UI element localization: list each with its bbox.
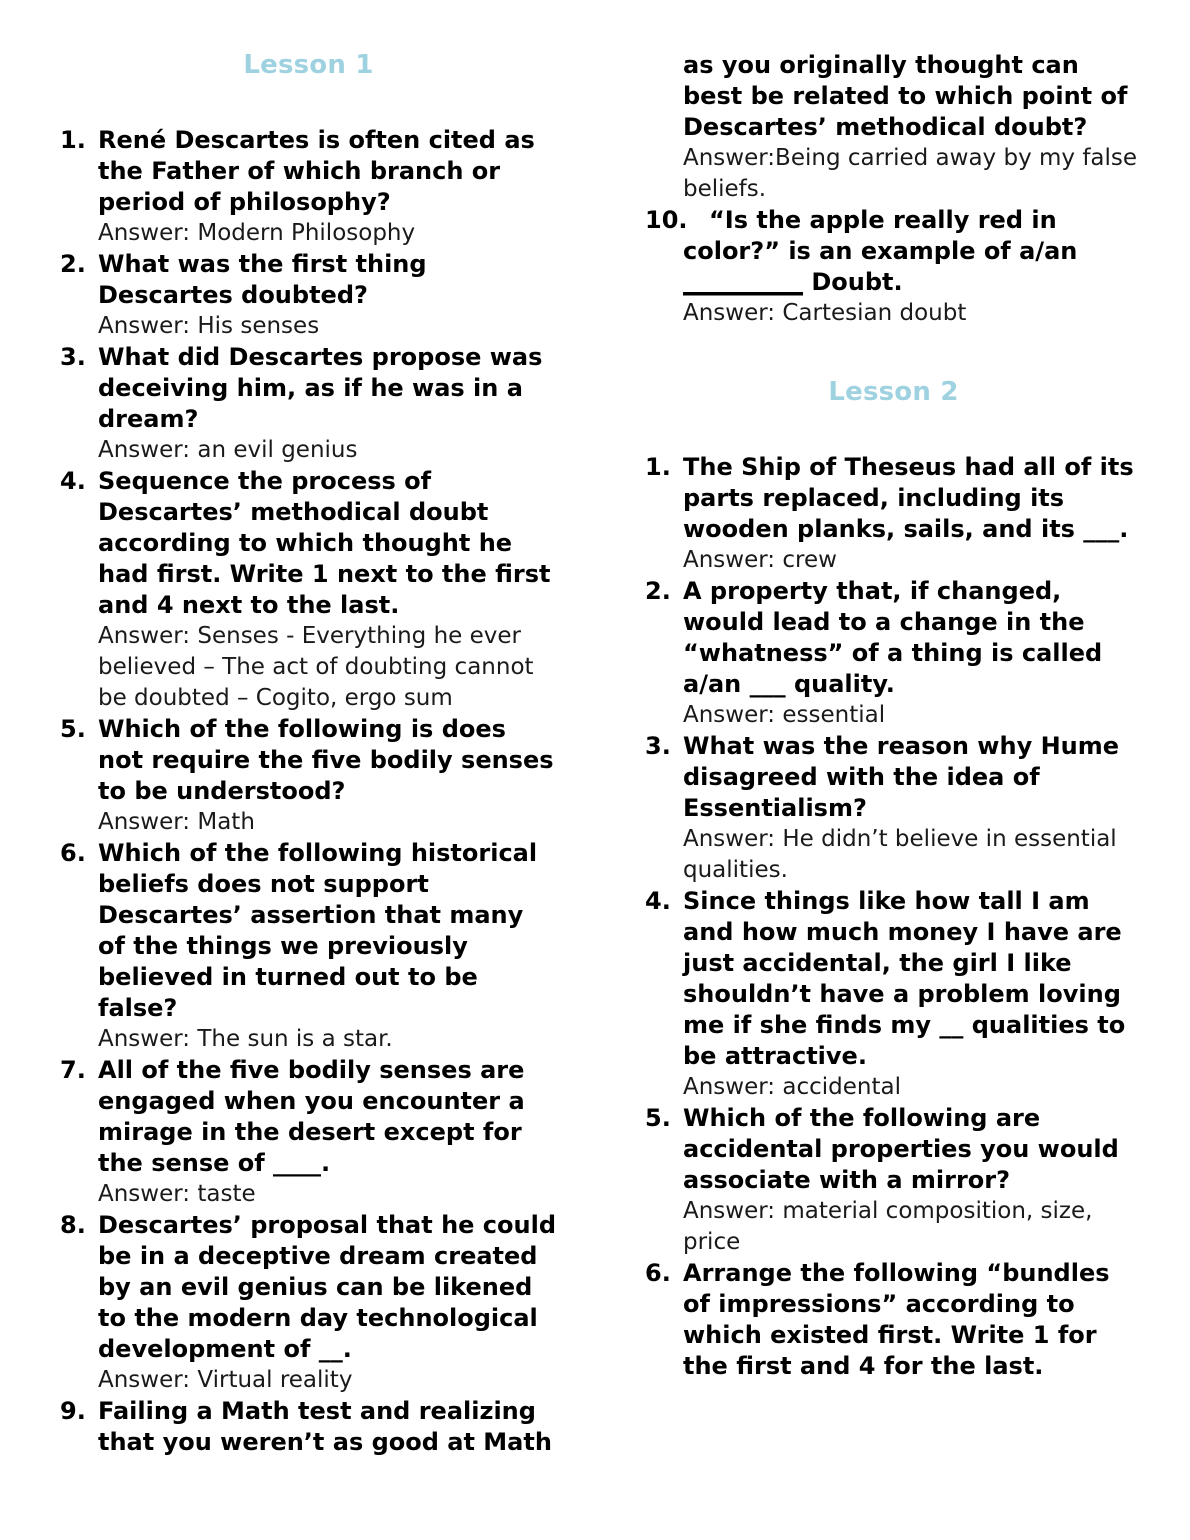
question-text: What was the first thing Descartes doubted? [98,250,427,310]
question-text-prefix: “Is the apple really red in color?” is an example of a/an [683,206,1078,265]
answer-text: Answer: an evil genius [98,437,358,464]
list-item [645,731,1142,886]
left-column [60,50,557,1458]
answer-text: Answer: He didn’t believe in essential qualities. [683,826,1117,884]
list-item [60,125,557,249]
question-body [683,452,1142,576]
list-item [60,714,557,838]
question-number: 4. [60,467,86,496]
question-number: 5. [645,1104,671,1133]
question-body [98,1396,557,1458]
list-item [645,205,1142,329]
question-text: What did Descartes propose was deceiving him, as if he was in a dream? [98,343,543,434]
continued-question-text: as you originally thought can best be related to which point of Descartes’ methodical doubt? [683,51,1128,141]
question-text: The Ship of Theseus had all of its parts replaced, including its wooden planks, sails, and its ___. [683,453,1134,544]
question-text: Failing a Math test and realizing that you weren’t as good at Math [98,1397,552,1457]
question-row [645,1103,1142,1258]
question-text: All of the five bodily senses are engaged when you encounter a mirage in the desert except for the sense of ____. [98,1056,525,1178]
question-row [60,466,557,714]
answer-text: Answer: His senses [98,313,320,340]
question-text: Which of the following historical beliefs does not support Descartes’ assertion that many of the things we previously believed in turned out to be false? [98,839,538,1023]
question-body [683,205,1142,329]
right-column [645,50,1142,1382]
question-body [683,886,1142,1103]
question-row [60,342,557,466]
question-number: 6. [645,1259,671,1288]
question-number: 1. [60,126,86,155]
lesson-1-question-list [60,125,557,1458]
question-row [60,249,557,342]
question-number: 4. [645,887,671,916]
question-text: Which of the following are accidental properties you would associate with a mirror? [683,1104,1119,1195]
question-number: 9. [60,1397,86,1426]
question-text: René Descartes is often cited as the Father of which branch or period of philosophy? [98,126,535,217]
question-row [645,452,1142,576]
answer-text: Answer: accidental [683,1074,901,1101]
question-text: What was the reason why Hume disagreed with the idea of Essentialism? [683,732,1120,823]
question-row [645,576,1142,731]
list-item [645,1258,1142,1382]
list-item [60,1396,557,1458]
two-column-layout [60,50,1138,1458]
question-row [60,1396,557,1458]
question-number: 10. [645,206,688,234]
question-text: Sequence the process of Descartes’ methodical doubt according to which thought he had first. Write 1 next to the first and 4 next to the last. [98,467,551,620]
answer-text: Answer: Senses - Everything he ever believed – The act of doubting cannot be doubted – Cogito, ergo sum [98,623,534,712]
question-text: Which of the following is does not require the five bodily senses to be understood? [98,715,554,806]
question-number: 2. [645,577,671,606]
question-number: 3. [645,732,671,761]
question-body [98,342,557,466]
answer-text: Answer: essential [683,702,886,729]
question-number: 1. [645,453,671,482]
question-row [645,1258,1142,1382]
list-item [645,576,1142,731]
list-item [645,886,1142,1103]
question-number: 8. [60,1211,86,1240]
question-body [683,50,1142,205]
question-number: 3. [60,343,86,372]
question-row [645,205,1142,329]
answer-text: Answer: crew [683,547,837,574]
list-item [645,452,1142,576]
question-body [98,838,557,1055]
continued-question-block [645,50,1142,205]
list-item [60,342,557,466]
lesson-2-question-list [645,452,1142,1382]
answer-text: Answer: Math [98,809,255,836]
answer-text: Answer: Cartesian doubt [683,300,967,326]
list-item [60,466,557,714]
question-body [98,249,557,342]
answer-text: Answer: material composition, size, price [683,1198,1093,1256]
answer-text: Answer: taste [98,1181,256,1208]
question-body [98,466,557,714]
lesson-2-heading: Lesson 2 [828,377,959,407]
question-body [683,731,1142,886]
question-text: A property that, if changed, would lead to a change in the “whatness” of a thing is called a/an ___ quality. [683,577,1103,699]
list-item [60,1055,557,1210]
question-row [645,50,1142,205]
question-row [60,838,557,1055]
question-text-suffix: Doubt. [803,268,903,296]
continued-answer-text: Answer:Being carried away by my false beliefs. [683,145,1138,202]
answer-text: Answer: The sun is a star. [98,1026,393,1053]
question-number: 2. [60,250,86,279]
question-body [98,1055,557,1210]
list-item [60,249,557,342]
question-row [60,1210,557,1396]
answer-text: Answer: Virtual reality [98,1367,353,1394]
question-body [683,576,1142,731]
list-item [60,1210,557,1396]
question-body [683,1103,1142,1258]
question-text: Descartes’ proposal that he could be in a deceptive dream created by an evil genius can be likened to the modern day technological development of __. [98,1211,556,1364]
question-row [645,886,1142,1103]
question-text [683,205,1142,298]
list-item [60,838,557,1055]
question-row [645,731,1142,886]
question-row [60,714,557,838]
question-body [98,125,557,249]
question-body [98,714,557,838]
answer-text: Answer: Modern Philosophy [98,220,416,247]
question-number: 5. [60,715,86,744]
question-text: Arrange the following “bundles of impressions” according to which existed first. Write 1 for the first and 4 for the last. [683,1259,1110,1381]
question-number: 7. [60,1056,86,1085]
question-row [60,1055,557,1210]
question-row [60,125,557,249]
lesson-1-heading: Lesson 1 [243,50,374,80]
fill-in-blank: __________ [683,268,803,296]
question-text: Since things like how tall I am and how much money I have are just accidental, the girl I like shouldn’t have a problem loving me if she finds my __ qualities to be attractive. [683,887,1126,1071]
list-item [645,1103,1142,1258]
question-body [98,1210,557,1396]
question-number: 6. [60,839,86,868]
question-body [683,1258,1142,1382]
